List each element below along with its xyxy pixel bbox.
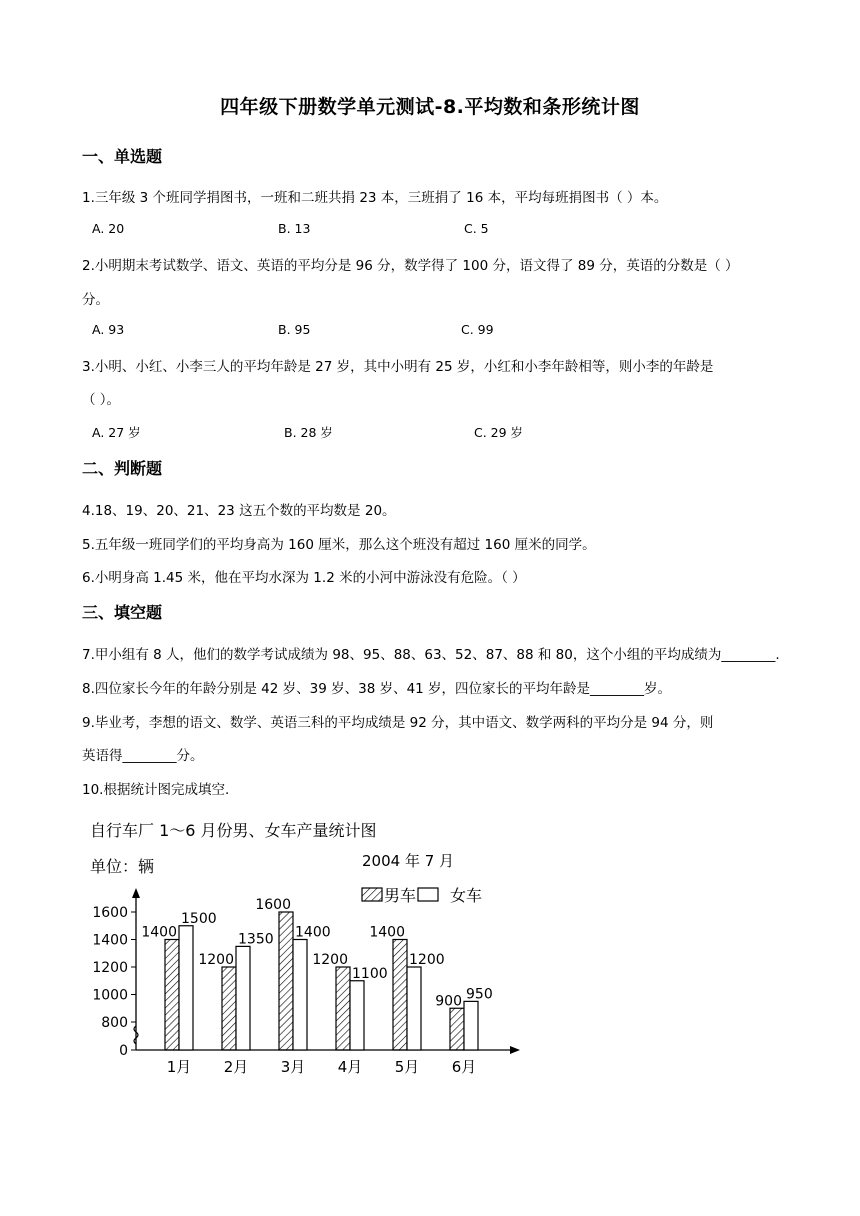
- q2-option-b[interactable]: B. 95: [278, 322, 311, 337]
- bar-chart: [80, 810, 540, 1090]
- question-3-line-2: （ ）。: [82, 392, 121, 408]
- x-tick-label: 1月: [166, 1058, 192, 1076]
- y-tick-label: 1400: [92, 932, 128, 949]
- chart-bars: [141, 897, 492, 1076]
- bar-value-label: 1400: [369, 924, 405, 941]
- y-tick-label: 1600: [92, 905, 128, 921]
- section-heading-true-false: 二、判断题: [82, 459, 163, 478]
- legend-swatch-male: [362, 888, 382, 901]
- question-9-line-2: 英语得________分。: [82, 748, 204, 764]
- y-tick-label: 800: [101, 1015, 128, 1031]
- x-axis-arrow: [510, 1046, 520, 1054]
- legend-label-female: 女车: [450, 886, 483, 905]
- chart-svg: [80, 810, 540, 1090]
- q3-option-b[interactable]: B. 28 岁: [284, 425, 333, 440]
- question-1: 1.三年级 3 个班同学捐图书，一班和二班共捐 23 本，三班捐了 16 本，平均每班捐图书（ ）本。: [82, 190, 668, 206]
- bar-value-label: 1600: [255, 897, 291, 913]
- bar-value-label: 1500: [181, 910, 217, 927]
- page-title: 四年级下册数学单元测试-8.平均数和条形统计图: [220, 96, 640, 118]
- question-9-line-1: 9.毕业考，李想的语文、数学、英语三科的平均成绩是 92 分，其中语文、数学两科的平均分是 94 分，则: [82, 715, 714, 731]
- q1-option-b[interactable]: B. 13: [278, 221, 311, 236]
- y-tick-label: 1000: [92, 987, 128, 1004]
- bar-male: [165, 940, 179, 1051]
- bar-male: [393, 940, 407, 1051]
- chart-unit-label: 单位：辆: [90, 857, 155, 876]
- chart-legend: [362, 886, 482, 905]
- bar-female: [179, 926, 193, 1050]
- legend-swatch-female: [418, 888, 438, 901]
- question-5: 5.五年级一班同学们的平均身高为 160 厘米，那么这个班没有超过 160 厘米的同学。: [82, 537, 596, 553]
- question-2-line-2: 分。: [82, 292, 109, 308]
- bar-female: [407, 967, 421, 1050]
- y-axis-arrow: [132, 888, 140, 898]
- bar-value-label: 1200: [198, 952, 234, 968]
- question-3-line-1: 3.小明、小红、小李三人的平均年龄是 27 岁，其中小明有 25 岁，小红和小李年龄相等，则小李的年龄是: [82, 359, 714, 375]
- bar-female: [350, 981, 364, 1050]
- bar-value-label: 1200: [312, 952, 348, 968]
- bar-value-label: 1400: [295, 924, 331, 941]
- bar-value-label: 1200: [409, 952, 445, 968]
- bar-male: [222, 967, 236, 1050]
- question-6: 6.小明身高 1.45 米，他在平均水深为 1.2 米的小河中游泳没有危险。（ ）: [82, 570, 526, 586]
- question-7: 7.甲小组有 8 人，他们的数学考试成绩为 98、95、88、63、52、87、88 和 80，这个小组的平均成绩为________.: [82, 647, 780, 663]
- bar-value-label: 950: [466, 986, 493, 1003]
- question-4: 4.18、19、20、21、23 这五个数的平均数是 20。: [82, 503, 396, 519]
- y-tick-label: 1200: [92, 960, 128, 976]
- bar-value-label: 1350: [238, 931, 274, 948]
- bar-male: [336, 967, 350, 1050]
- question-10: 10.根据统计图完成填空.: [82, 782, 230, 798]
- bar-male: [279, 912, 293, 1050]
- bar-female: [293, 940, 307, 1051]
- x-tick-label: 5月: [394, 1058, 420, 1076]
- q1-option-c[interactable]: C. 5: [464, 221, 489, 236]
- bar-value-label: 1100: [352, 965, 388, 982]
- section-heading-fill-blank: 三、填空题: [82, 603, 163, 622]
- x-tick-label: 2月: [223, 1058, 249, 1076]
- question-2-line-1: 2.小明期末考试数学、语文、英语的平均分是 96 分，数学得了 100 分，语文得了 89 分，英语的分数是（ ）: [82, 258, 739, 274]
- x-tick-label: 3月: [280, 1058, 306, 1076]
- section-heading-single-choice: 一、单选题: [82, 147, 163, 166]
- x-tick-label: 6月: [451, 1058, 477, 1076]
- y-tick-label: 0: [119, 1043, 128, 1059]
- question-8: 8.四位家长今年的年龄分别是 42 岁、39 岁、38 岁、41 岁，四位家长的平均年龄是________岁。: [82, 681, 672, 697]
- q1-option-a[interactable]: A. 20: [92, 221, 125, 236]
- bar-male: [450, 1008, 464, 1050]
- q2-option-c[interactable]: C. 99: [461, 322, 494, 337]
- chart-date-label: 2004 年 7 月: [362, 852, 455, 870]
- bar-value-label: 1400: [141, 924, 177, 941]
- x-tick-label: 4月: [337, 1058, 363, 1076]
- bar-value-label: 900: [435, 993, 462, 1010]
- q3-option-c[interactable]: C. 29 岁: [474, 425, 524, 440]
- legend-label-male: 男车: [384, 886, 417, 905]
- q3-option-a[interactable]: A. 27 岁: [92, 425, 141, 440]
- chart-title: 自行车厂 1～6 月份男、女车产量统计图: [90, 821, 377, 840]
- bar-female: [236, 946, 250, 1050]
- q2-option-a[interactable]: A. 93: [92, 322, 125, 337]
- bar-female: [464, 1001, 478, 1050]
